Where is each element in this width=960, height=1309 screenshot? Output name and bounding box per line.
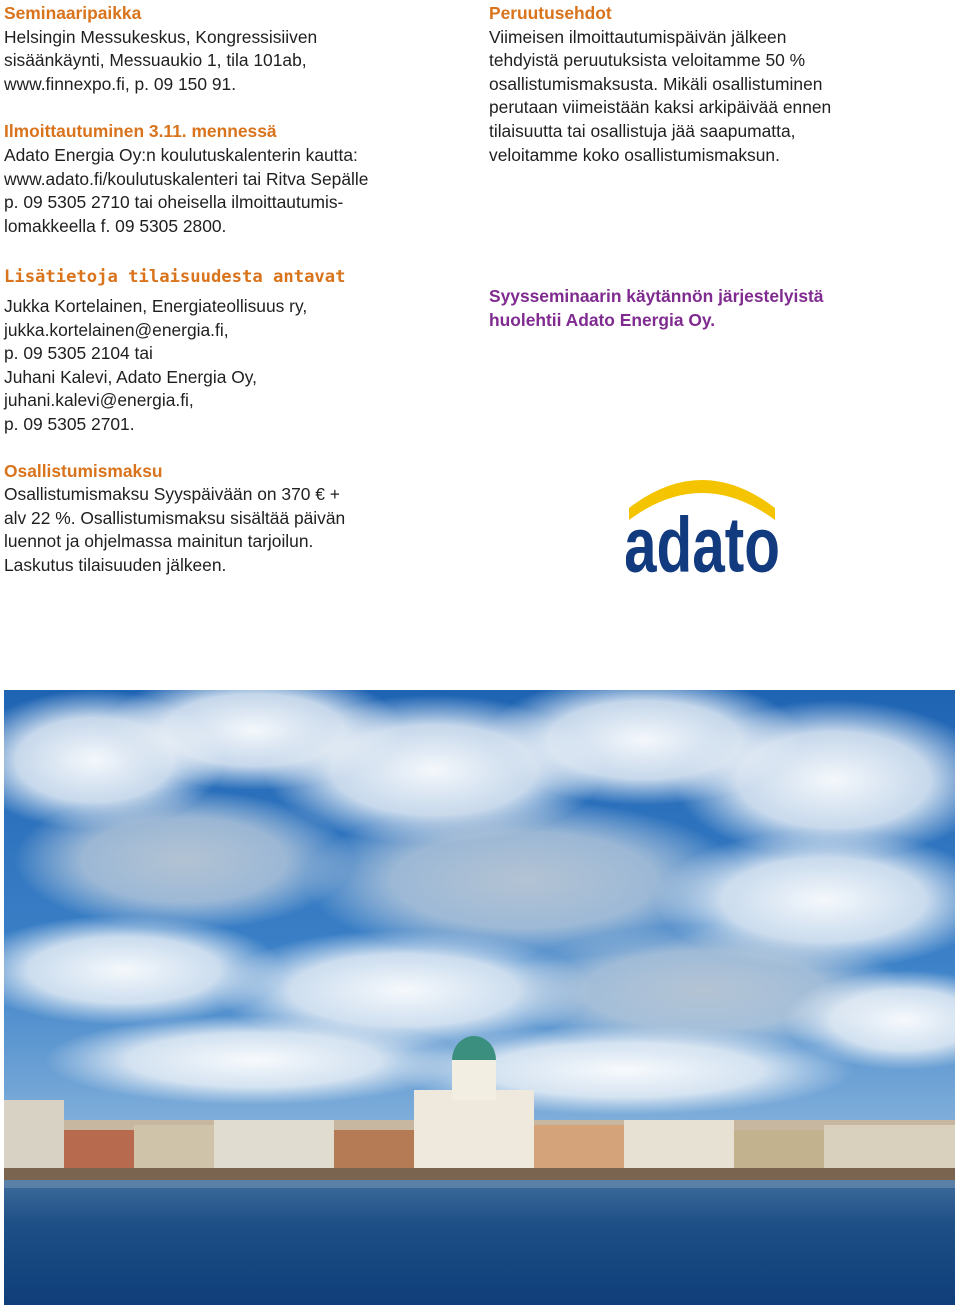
registration-line: p. 09 5305 2710 tai oheisella ilmoittautumis- [4,192,344,213]
adato-logo [626,468,778,574]
seminar-venue-section [4,2,444,96]
fee-line: luennot ja ohjelmassa mainitun tarjoilun. [4,531,314,552]
logo-wordmark: adato [626,500,778,574]
registration-heading: Ilmoittautuminen 3.11. mennessä [4,121,277,142]
photo-illustration [4,690,955,1305]
more-info-line: Jukka Kortelainen, Energiateollisuus ry, [4,295,308,316]
cancellation-heading: Peruutusehdot [489,3,612,23]
more-info-section [4,266,444,436]
right-column [489,2,909,332]
more-info-heading: Lisätietoja tilaisuudesta antavat [4,267,346,288]
cancellation-line: tehdyistä peruutuksista veloitamme 50 % [489,50,806,71]
more-info-line: p. 09 5305 2701. [4,413,135,434]
organizer-note-line: Syysseminaarin käytännön järjestelyistä [489,286,824,307]
more-info-line: Juhani Kalevi, Adato Energia Oy, [4,366,257,387]
more-info-line: p. 09 5305 2104 tai [4,343,153,364]
seminar-venue-heading: Seminaaripaikka [4,3,142,23]
left-column [4,2,444,577]
cancellation-section [489,2,909,167]
organizer-note [489,285,909,332]
registration-line: lomakkeella f. 09 5305 2800. [4,215,227,236]
adato-logo-graphic [626,468,778,574]
registration-line: Adato Energia Oy:n koulutuskalenterin kautta: [4,144,358,165]
cancellation-line: veloitamme koko osallistumismaksun. [489,144,780,165]
cancellation-line: perutaan viimeistään kaksi arkipäivää ennen [489,97,832,118]
helsinki-harbour-photo [4,690,955,1305]
fee-heading: Osallistumismaksu [4,460,163,481]
registration-line: www.adato.fi/koulutuskalenteri tai Ritva Sepälle [4,168,369,189]
seminar-venue-line: www.finnexpo.fi, p. 09 150 91. [4,73,237,94]
more-info-line: juhani.kalevi@energia.fi, [4,390,194,411]
fee-section [4,460,444,578]
seminar-venue-line: sisäänkäynti, Messuaukio 1, tila 101ab, [4,50,307,71]
fee-line: Osallistumismaksu Syyspäivään on 370 € + [4,484,340,505]
cancellation-line: Viimeisen ilmoittautumispäivän jälkeen [489,26,787,47]
registration-section [4,120,444,238]
seminar-venue-line: Helsingin Messukeskus, Kongressisiiven [4,26,318,47]
fee-line: Laskutus tilaisuuden jälkeen. [4,554,227,575]
cancellation-line: tilaisuutta tai osallistuja jää saapumatta, [489,120,796,141]
fee-line: alv 22 %. Osallistumismaksu sisältää päivän [4,507,346,528]
cancellation-line: osallistumismaksusta. Mikäli osallistuminen [489,73,823,94]
more-info-line: jukka.kortelainen@energia.fi, [4,319,229,340]
organizer-note-line: huolehtii Adato Energia Oy. [489,309,716,330]
